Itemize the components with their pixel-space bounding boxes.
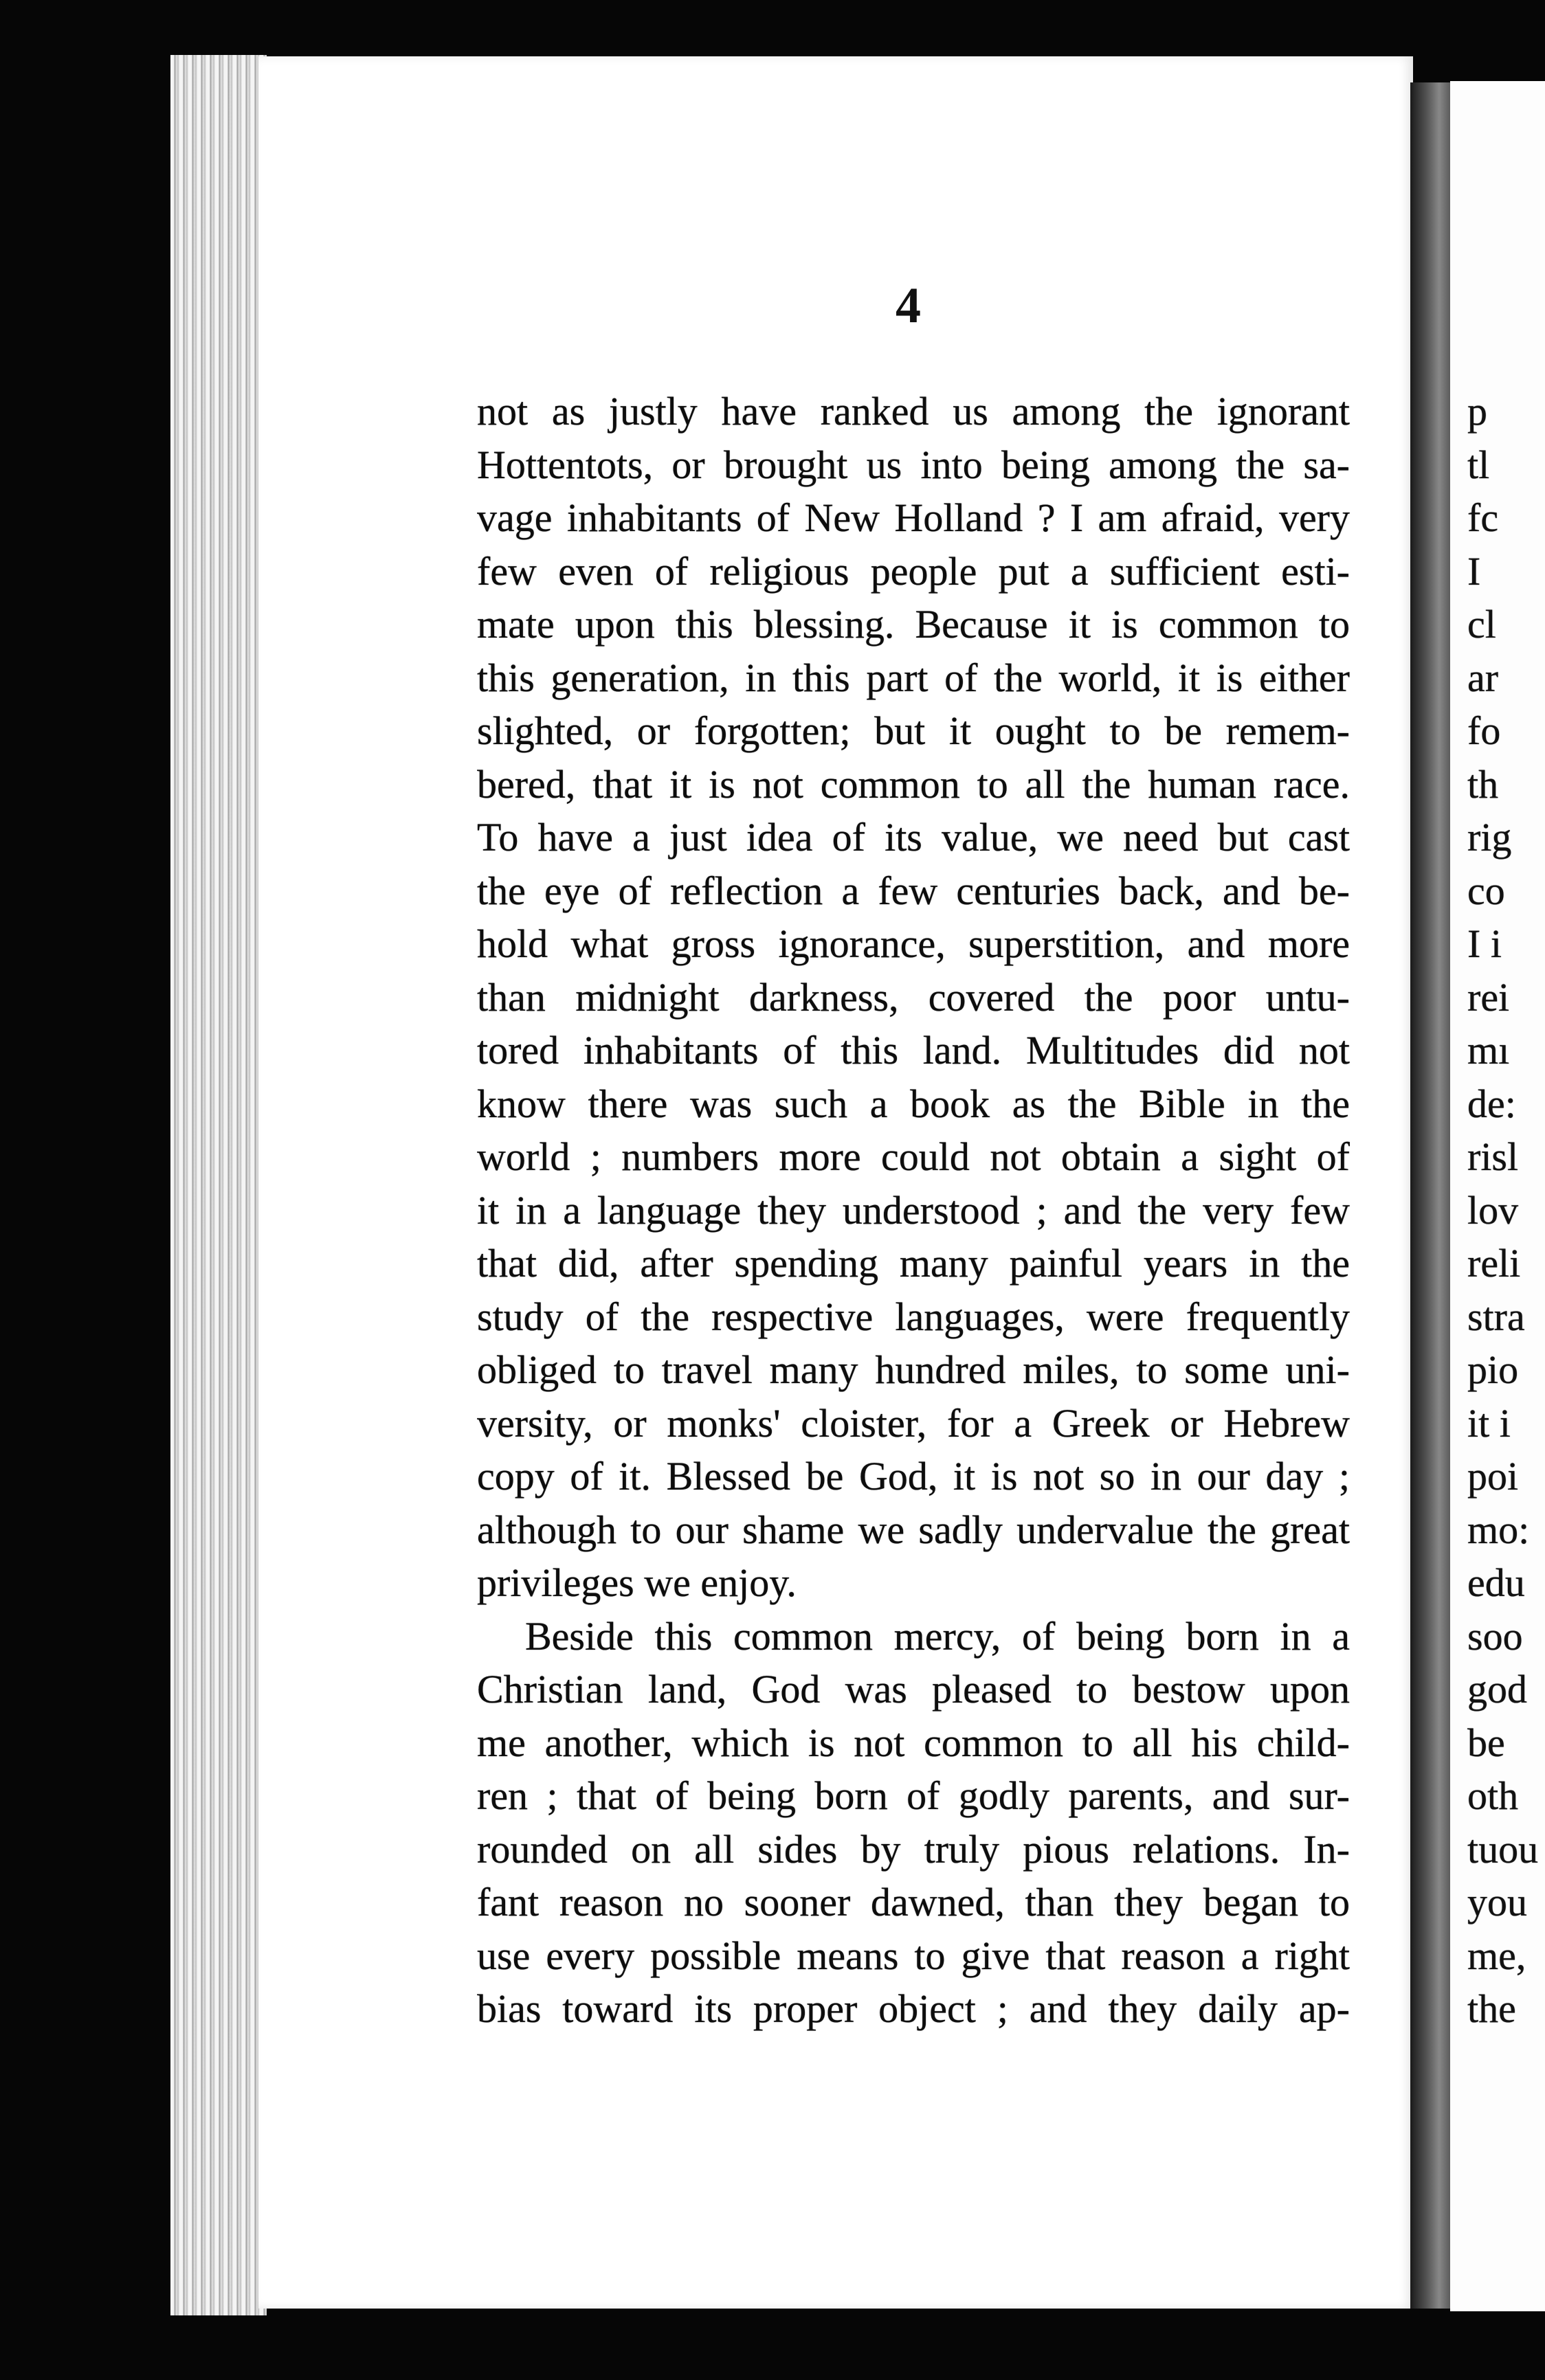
text-line: that did, after spending many painful years in the	[477, 1241, 1350, 1286]
facing-fragment: mı	[1467, 1028, 1510, 1073]
text-line: study of the respective languages, were frequently	[477, 1294, 1350, 1339]
text-line: world ; numbers more could not obtain a sight of	[477, 1134, 1350, 1179]
facing-fragment: de:	[1467, 1081, 1516, 1126]
facing-fragment: I	[1467, 548, 1481, 594]
text-line: obliged to travel many hundred miles, to some uni-	[477, 1347, 1350, 1392]
text-line: the eye of reflection a few centuries back, and be-	[477, 868, 1350, 913]
facing-fragment: poi	[1467, 1454, 1519, 1498]
facing-fragment: rei	[1467, 974, 1510, 1020]
text-line: than midnight darkness, covered the poor untu-	[477, 974, 1350, 1020]
text-line: Hottentots, or brought us into being among the sa-	[477, 442, 1350, 487]
facing-fragment: lov	[1467, 1187, 1519, 1233]
text-line: tored inhabitants of this land. Multitudes did not	[477, 1028, 1350, 1073]
facing-fragment: you	[1467, 1880, 1527, 1924]
facing-fragment: it i	[1467, 1400, 1511, 1446]
facing-fragment: reli	[1467, 1241, 1521, 1286]
text-line: mate upon this blessing. Because it is common to	[477, 602, 1350, 647]
text-line: fant reason no sooner dawned, than they began to	[477, 1880, 1350, 1924]
facing-fragment: edu	[1467, 1560, 1525, 1605]
facing-fragment: fo	[1467, 708, 1501, 753]
text-line: this generation, in this part of the world, it is either	[477, 655, 1350, 700]
page-number: 4	[896, 278, 921, 334]
text-line: although to our shame we sadly undervalue the great	[477, 1507, 1350, 1552]
facing-fragment: god	[1467, 1667, 1527, 1711]
text-line: copy of it. Blessed be God, it is not so in our day ;	[477, 1454, 1350, 1498]
facing-fragment: me,	[1467, 1933, 1526, 1978]
text-line: few even of religious people put a sufficient esti-	[477, 548, 1350, 594]
facing-fragment: th	[1467, 761, 1499, 807]
facing-fragment: soo	[1467, 1613, 1523, 1659]
facing-fragment: rig	[1467, 815, 1512, 860]
facing-fragment: tuou	[1467, 1826, 1539, 1872]
facing-fragment: the	[1467, 1986, 1516, 2031]
facing-page-text	[1467, 385, 1538, 2036]
text-line: not as justly have ranked us among the ignorant	[477, 389, 1350, 434]
facing-fragment: oth	[1467, 1773, 1519, 1818]
text-line: bered, that it is not common to all the human race.	[477, 761, 1350, 807]
text-line: versity, or monks' cloister, for a Greek or Hebrew	[477, 1400, 1350, 1446]
text-line: slighted, or forgotten; but it ought to be remem-	[477, 708, 1350, 753]
facing-fragment: mo:	[1467, 1507, 1530, 1552]
text-line: To have a just idea of its value, we need but cast	[477, 815, 1350, 860]
text-line: use every possible means to give that reason a right	[477, 1933, 1350, 1978]
text-line: privileges we enjoy.	[477, 1560, 797, 1605]
text-line: me another, which is not common to all his child-	[477, 1720, 1350, 1765]
facing-fragment: be	[1467, 1720, 1505, 1765]
text-line: hold what gross ignorance, superstition, and more	[477, 921, 1350, 966]
facing-fragment: I i	[1467, 921, 1502, 966]
facing-fragment: p	[1467, 389, 1487, 434]
facing-fragment: fc	[1467, 495, 1499, 540]
facing-fragment: co	[1467, 868, 1505, 913]
text-line: know there was such a book as the Bible in the	[477, 1081, 1350, 1126]
facing-fragment: cl	[1467, 602, 1496, 647]
facing-fragment: tl	[1467, 442, 1490, 487]
text-line: it in a language they understood ; and the very few	[477, 1187, 1350, 1233]
text-line: bias toward its proper object ; and they daily ap-	[477, 1986, 1350, 2031]
facing-fragment: stra	[1467, 1294, 1525, 1339]
facing-fragment: risl	[1467, 1134, 1519, 1179]
text-line: rounded on all sides by truly pious relations. In-	[477, 1826, 1350, 1872]
facing-fragment: pio	[1467, 1347, 1519, 1392]
text-line: vage inhabitants of New Holland ? I am afraid, very	[477, 495, 1350, 540]
facing-fragment: ar	[1467, 655, 1499, 700]
body-text	[477, 385, 1350, 2036]
text-line: Beside this common mercy, of being born in a	[525, 1613, 1350, 1659]
text-line: Christian land, God was pleased to bestow upon	[477, 1667, 1350, 1711]
page-edges	[170, 55, 267, 2315]
text-line: ren ; that of being born of godly parents, and sur-	[477, 1773, 1350, 1818]
